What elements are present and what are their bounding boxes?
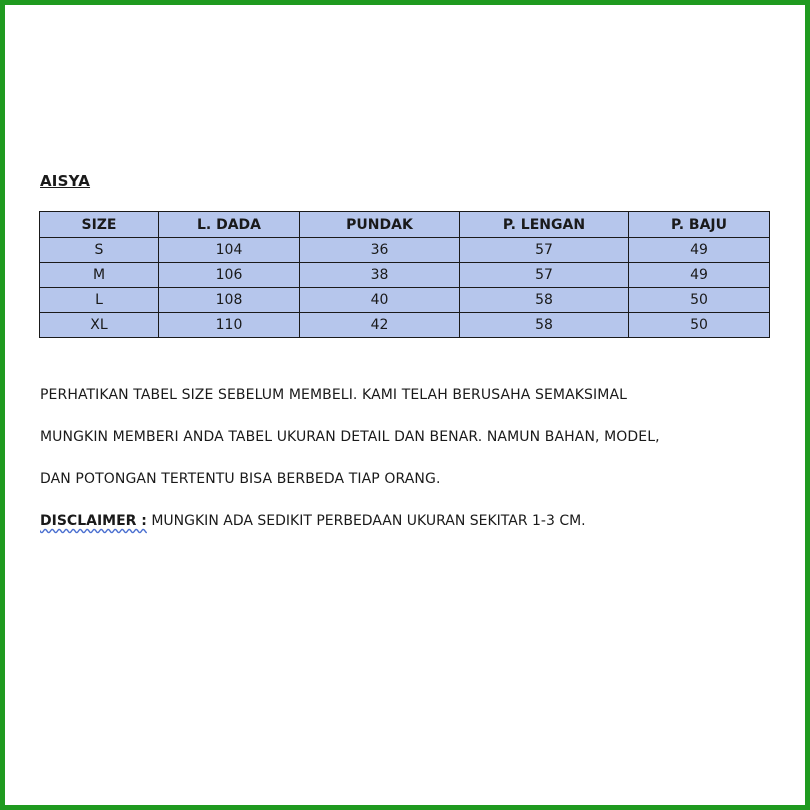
cell-pundak: 38 [300,263,460,288]
cell-size: XL [40,313,159,338]
notice-line-3: DAN POTONGAN TERTENTU BISA BERBEDA TIAP ORANG. [40,471,441,487]
header-p-baju: P. BAJU [629,212,770,238]
cell-l-dada: 110 [159,313,300,338]
cell-p-lengan: 57 [460,263,629,288]
cell-l-dada: 106 [159,263,300,288]
cell-p-baju: 50 [629,288,770,313]
cell-l-dada: 104 [159,238,300,263]
cell-pundak: 40 [300,288,460,313]
cell-p-baju: 49 [629,263,770,288]
table-row [40,313,770,338]
header-l-dada: L. DADA [159,212,300,238]
cell-pundak: 42 [300,313,460,338]
cell-pundak: 36 [300,238,460,263]
header-p-lengan: P. LENGAN [460,212,629,238]
cell-p-baju: 49 [629,238,770,263]
product-title: AISYA [40,172,91,190]
notice-line-1: PERHATIKAN TABEL SIZE SEBELUM MEMBELI. KAMI TELAH BERUSAHA SEMAKSIMAL [40,387,628,403]
cell-l-dada: 108 [159,288,300,313]
table-row [40,288,770,313]
cell-p-lengan: 58 [460,313,629,338]
header-size: SIZE [40,212,159,238]
cell-size: S [40,238,159,263]
cell-size: M [40,263,159,288]
size-table [39,211,770,338]
table-row [40,238,770,263]
cell-p-lengan: 58 [460,288,629,313]
notice-line-2: MUNGKIN MEMBERI ANDA TABEL UKURAN DETAIL DAN BENAR. NAMUN BAHAN, MODEL, [40,429,660,445]
disclaimer-label: DISCLAIMER : [40,513,147,529]
cell-p-baju: 50 [629,313,770,338]
table-row [40,263,770,288]
disclaimer [40,513,586,529]
cell-size: L [40,288,159,313]
table-header-row [40,212,770,238]
disclaimer-text: MUNGKIN ADA SEDIKIT PERBEDAAN UKURAN SEKITAR 1-3 CM. [146,513,586,529]
cell-p-lengan: 57 [460,238,629,263]
header-pundak: PUNDAK [300,212,460,238]
